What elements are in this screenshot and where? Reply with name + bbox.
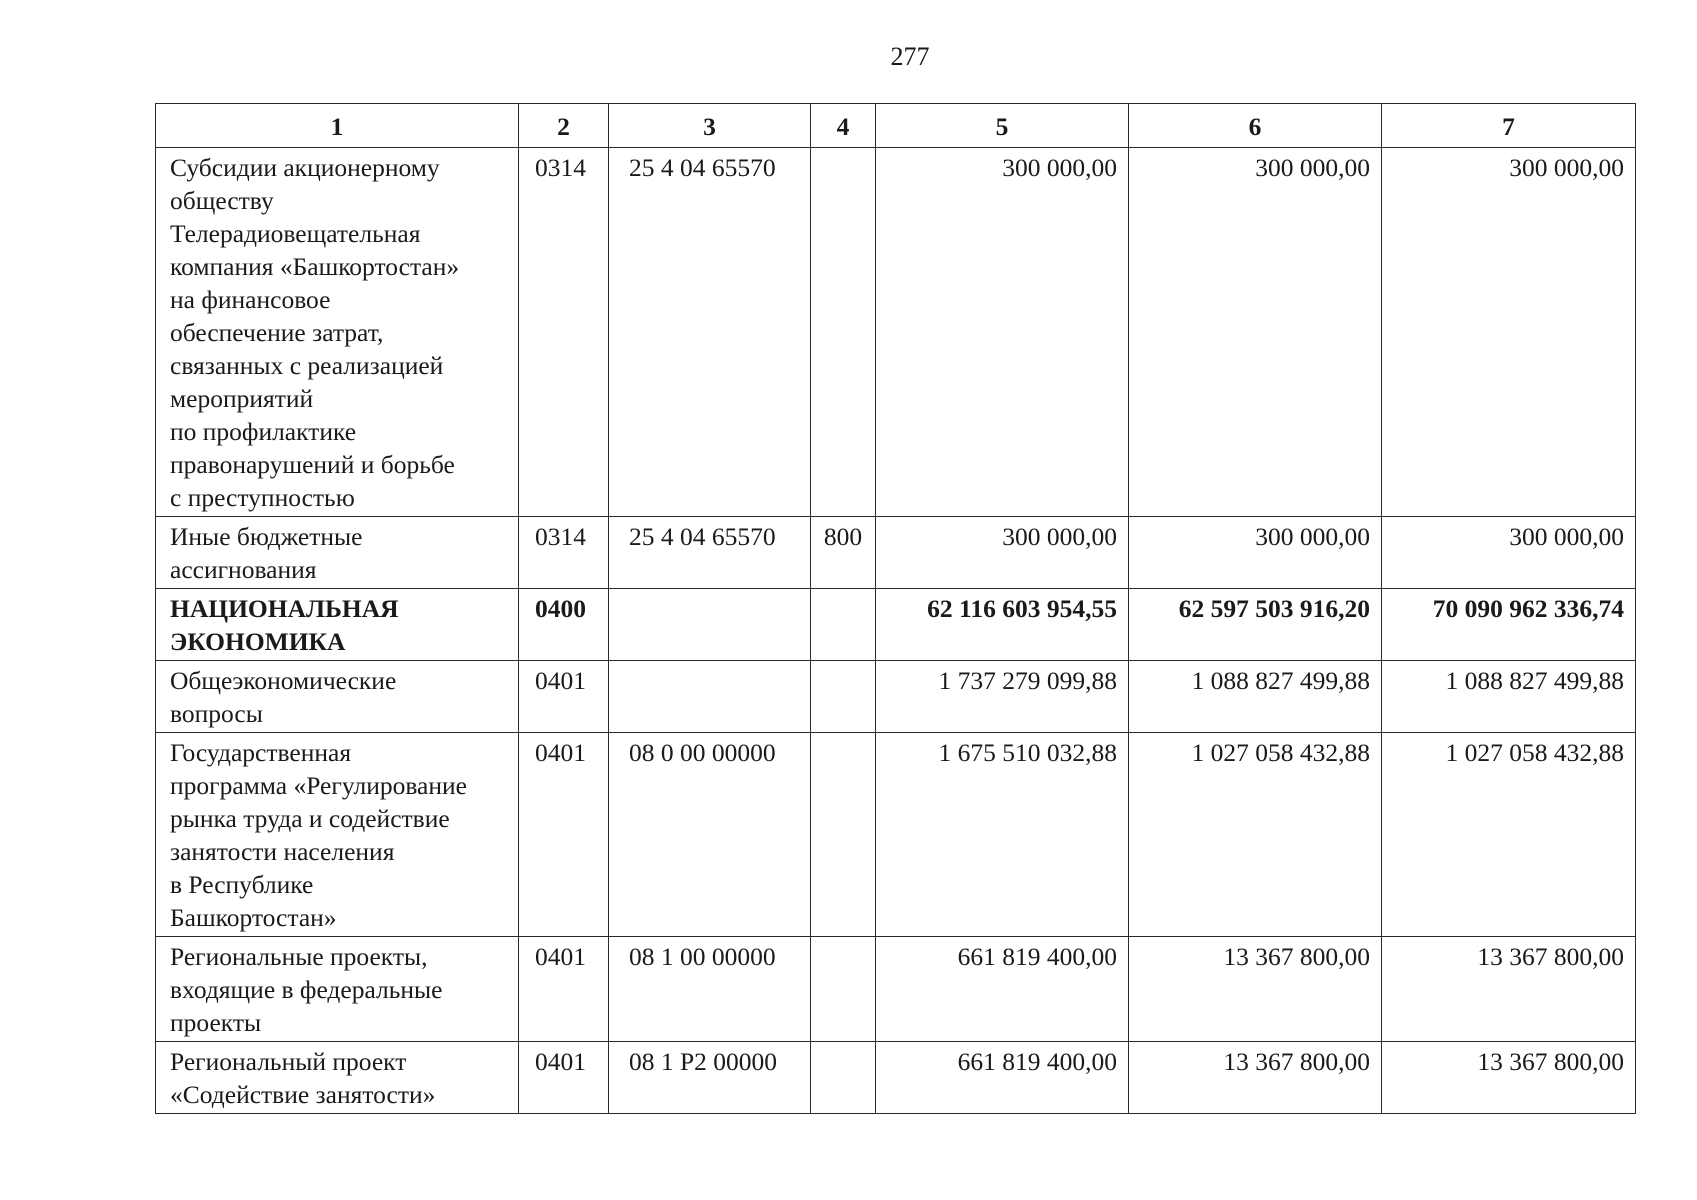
amount-year-3-cell: 13 367 800,00 xyxy=(1382,1042,1636,1114)
amount-year-3-cell: 1 088 827 499,88 xyxy=(1382,661,1636,733)
row-name-line: в Республике xyxy=(170,870,314,899)
row-name-line: ассигнования xyxy=(170,555,317,584)
column-header: 6 xyxy=(1129,104,1382,148)
row-name-line: с преступностью xyxy=(170,483,355,512)
page-number: 277 xyxy=(890,42,930,71)
target-article-cell: 08 1 00 00000 xyxy=(609,937,811,1042)
row-name-line: мероприятий xyxy=(170,384,314,413)
amount-year-1-cell: 661 819 400,00 xyxy=(876,937,1129,1042)
amount-year-3-cell: 70 090 962 336,74 xyxy=(1382,589,1636,661)
row-name-line: обществу xyxy=(170,186,274,215)
target-article-cell: 25 4 04 65570 xyxy=(609,517,811,589)
amount-year-1-cell: 1 737 279 099,88 xyxy=(876,661,1129,733)
table-row xyxy=(156,661,1636,733)
expense-type-cell xyxy=(811,937,876,1042)
target-article-cell: 25 4 04 65570 xyxy=(609,148,811,517)
column-header: 7 xyxy=(1382,104,1636,148)
amount-year-2-cell: 300 000,00 xyxy=(1129,148,1382,517)
row-name-cell xyxy=(156,661,519,733)
expense-type-cell xyxy=(811,733,876,937)
column-header: 2 xyxy=(519,104,609,148)
row-name-line: занятости населения xyxy=(170,837,395,866)
amount-year-1-cell: 661 819 400,00 xyxy=(876,1042,1129,1114)
amount-year-3-cell: 13 367 800,00 xyxy=(1382,937,1636,1042)
row-name-cell xyxy=(156,1042,519,1114)
row-name-line: рынка труда и содействие xyxy=(170,804,450,833)
row-name-line: вопросы xyxy=(170,699,263,728)
row-name-line: НАЦИОНАЛЬНАЯ xyxy=(170,594,399,623)
table-body xyxy=(156,148,1636,1114)
target-article-cell: 08 1 P2 00000 xyxy=(609,1042,811,1114)
row-name-line: правонарушений и борьбе xyxy=(170,450,455,479)
row-name-cell xyxy=(156,589,519,661)
amount-year-2-cell: 1 027 058 432,88 xyxy=(1129,733,1382,937)
table-row xyxy=(156,1042,1636,1114)
target-article-cell: 08 0 00 00000 xyxy=(609,733,811,937)
row-name-cell xyxy=(156,937,519,1042)
row-name-line: проекты xyxy=(170,1008,262,1037)
column-header: 3 xyxy=(609,104,811,148)
row-name-line: Общеэкономические xyxy=(170,666,397,695)
section-code-cell: 0401 xyxy=(519,733,609,937)
row-name-line: Региональные проекты, xyxy=(170,942,428,971)
section-code-cell: 0400 xyxy=(519,589,609,661)
target-article-cell xyxy=(609,589,811,661)
expense-type-cell xyxy=(811,148,876,517)
amount-year-3-cell: 300 000,00 xyxy=(1382,517,1636,589)
row-name-line: по профилактике xyxy=(170,417,357,446)
row-name-line: входящие в федеральные xyxy=(170,975,443,1004)
amount-year-1-cell: 300 000,00 xyxy=(876,517,1129,589)
expense-type-cell xyxy=(811,1042,876,1114)
section-code-cell: 0401 xyxy=(519,661,609,733)
row-name-line: программа «Регулирование xyxy=(170,771,467,800)
table-row xyxy=(156,589,1636,661)
column-header: 5 xyxy=(876,104,1129,148)
amount-year-2-cell: 300 000,00 xyxy=(1129,517,1382,589)
expense-type-cell: 800 xyxy=(811,517,876,589)
section-code-cell: 0401 xyxy=(519,1042,609,1114)
table-row xyxy=(156,937,1636,1042)
amount-year-2-cell: 1 088 827 499,88 xyxy=(1129,661,1382,733)
amount-year-2-cell: 13 367 800,00 xyxy=(1129,937,1382,1042)
table-row xyxy=(156,733,1636,937)
column-header: 4 xyxy=(811,104,876,148)
row-name-cell xyxy=(156,517,519,589)
target-article-cell xyxy=(609,661,811,733)
row-name-line: на финансовое xyxy=(170,285,331,314)
amount-year-2-cell: 62 597 503 916,20 xyxy=(1129,589,1382,661)
section-code-cell: 0314 xyxy=(519,148,609,517)
row-name-line: компания «Башкортостан» xyxy=(170,252,460,281)
budget-table xyxy=(155,103,1636,1114)
row-name-line: Субсидии акционерному xyxy=(170,153,440,182)
row-name-line: «Содействие занятости» xyxy=(170,1080,436,1109)
row-name-line: ЭКОНОМИКА xyxy=(170,627,346,656)
amount-year-1-cell: 62 116 603 954,55 xyxy=(876,589,1129,661)
expense-type-cell xyxy=(811,589,876,661)
section-code-cell: 0401 xyxy=(519,937,609,1042)
row-name-cell xyxy=(156,733,519,937)
section-code-cell: 0314 xyxy=(519,517,609,589)
row-name-line: обеспечение затрат, xyxy=(170,318,384,347)
table-row xyxy=(156,517,1636,589)
header-row xyxy=(156,104,1636,148)
table-row xyxy=(156,148,1636,517)
row-name-line: Телерадиовещательная xyxy=(170,219,421,248)
amount-year-1-cell: 300 000,00 xyxy=(876,148,1129,517)
amount-year-3-cell: 1 027 058 432,88 xyxy=(1382,733,1636,937)
row-name-cell xyxy=(156,148,519,517)
row-name-line: Башкортостан» xyxy=(170,903,337,932)
row-name-line: связанных с реализацией xyxy=(170,351,444,380)
amount-year-1-cell: 1 675 510 032,88 xyxy=(876,733,1129,937)
row-name-line: Государственная xyxy=(170,738,352,767)
amount-year-3-cell: 300 000,00 xyxy=(1382,148,1636,517)
expense-type-cell xyxy=(811,661,876,733)
row-name-line: Региональный проект xyxy=(170,1047,407,1076)
column-header: 1 xyxy=(156,104,519,148)
row-name-line: Иные бюджетные xyxy=(170,522,363,551)
amount-year-2-cell: 13 367 800,00 xyxy=(1129,1042,1382,1114)
